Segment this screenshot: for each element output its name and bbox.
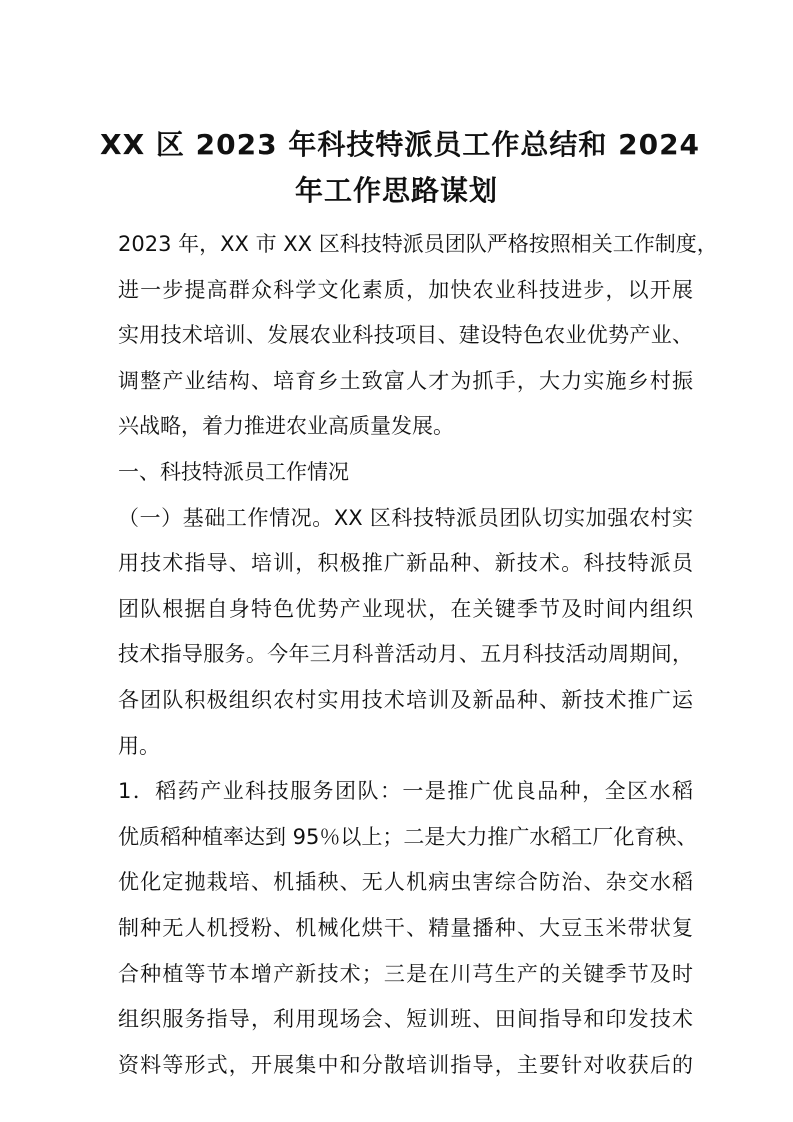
body-line: （一）基础工作情况。XX 区科技特派员团队切实加强农村实 [118,505,693,530]
body-line: 制种无人机授粉、机械化烘干、精量播种、大豆玉米带状复 [118,915,693,940]
body-line: 优质稻种植率达到 95％以上；二是大力推广水稻工厂化育秧、 [118,824,698,849]
body-line: 2023 年，XX 市 XX 区科技特派员团队严格按照相关工作制度， [118,232,718,256]
document-body [118,222,718,1088]
document-title-line-2: 年工作思路谋划 [294,174,498,207]
body-line: 合种植等节本增产新技术；三是在川芎生产的关键季节及时 [118,961,693,986]
body-line: 各团队积极组织农村实用技术培训及新品种、新技术推广运 [118,687,693,712]
body-line: 资料等形式，开展集中和分散培训指导，主要针对收获后的 [118,1052,693,1077]
body-line: 用技术指导、培训，积极推广新品种、新技术。科技特派员 [118,551,693,576]
body-line: 组织服务指导，利用现场会、短训班、田间指导和印发技术 [118,1007,693,1032]
section-heading: 一、科技特派员工作情况 [118,459,349,484]
document-title-line-1: XX 区 2023 年科技特派员工作总结和 2024 [100,128,701,161]
body-line: 进一步提高群众科学文化素质，加快农业科技进步，以开展 [118,277,693,302]
body-line: 1．稻药产业科技服务团队：一是推广优良品种，全区水稻 [118,779,693,804]
body-line: 实用技术培训、发展农业科技项目、建设特色农业优势产业、 [118,323,693,348]
body-line: 优化定抛栽培、机插秧、无人机病虫害综合防治、杂交水稻 [118,870,693,895]
body-line: 用。 [118,733,160,758]
body-line: 兴战略，着力推进农业高质量发展。 [118,414,454,439]
body-line: 调整产业结构、培育乡土致富人才为抓手，大力实施乡村振 [118,368,693,393]
body-line: 团队根据自身特色优势产业现状，在关键季节及时间内组织 [118,596,693,621]
body-line: 技术指导服务。今年三月科普活动月、五月科技活动周期间， [118,642,693,667]
